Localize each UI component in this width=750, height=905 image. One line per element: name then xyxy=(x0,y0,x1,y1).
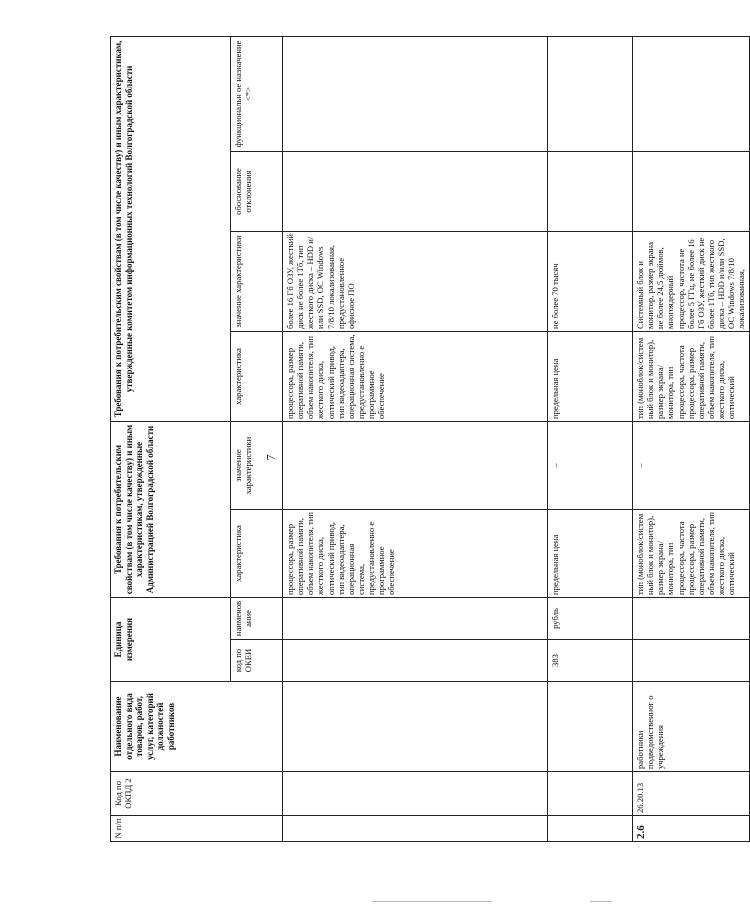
cell-a-value: – xyxy=(548,421,633,509)
header-name: Наименование отдельного вида товаров, работ, услуг, категорий должностей работников xyxy=(111,682,283,772)
cell-a-characteristic: тип (моноблок/систем ный блок и монитор), размер экрана/монитора, тип процессора, частота процессора, размер оперативной памяти, объем накопителя, тип жесткого диска, оптический xyxy=(633,510,750,598)
cell-b-value: Системный блок и монитор, размер экрана не более 24,5 дюймов, многоядерный процессор, частота не более 5 ГГц, не более 16 Гб ОЗУ, жесткий диск не более 1Тб, тип жесткого диска – HDD и/или SSD, ОС Windows 7/8/10 локализованная, xyxy=(633,231,750,331)
cell-unit-code xyxy=(283,640,548,682)
cell-a-value: – xyxy=(633,421,750,509)
cell-name xyxy=(548,682,633,772)
header-group-administration: Требования к потребительским свойствам (в том числе качеству) и иным характеристикам, утвержденные Администрацией Волгоградской области xyxy=(111,421,231,597)
footer-rule-short xyxy=(590,901,612,902)
cell-a-characteristic: процессора, размер оперативной памяти, объем накопителя, тип жесткого диска, оптический привод, тип видеоадаптера, операционная система, предустановленно е программное обеспечение xyxy=(283,510,548,598)
cell-b-value: более 16 Гб ОЗУ, жесткий диск не более 1Тб, тип жесткого диска – HDD и/или SSD, ОС Windows 7/8/10 локализованная, предустановленное офисное ПО xyxy=(283,231,548,331)
requirements-table-wrapper xyxy=(110,37,747,842)
cell-unit-name xyxy=(633,598,750,640)
cell-justification xyxy=(548,151,633,231)
header-unit-code: код по ОКЕИ xyxy=(231,640,283,682)
cell-b-characteristic: процессора, размер оперативной памяти, объем накопителя, тип жесткого диска, оптический привод, тип видеоадаптера, операционная система, предустановленно е программное обеспечение xyxy=(283,331,548,421)
cell-b-characteristic: тип (моноблок/систем ный блок и монитор), размер экрана/монитора, тип процессора, частота процессора, размер оперативной памяти, объем накопителя, тип жесткого диска, оптический xyxy=(633,331,750,421)
header-a-characteristic: характеристика xyxy=(231,510,283,598)
cell-num xyxy=(548,816,633,842)
header-row-1 xyxy=(111,36,231,841)
table-row xyxy=(633,36,750,841)
header-b-characteristic: характеристика xyxy=(231,331,283,421)
table-row xyxy=(548,36,633,841)
header-okpd: Код по ОКПД 2 xyxy=(111,772,283,816)
table-row xyxy=(283,36,548,841)
cell-unit-code: 383 xyxy=(548,640,633,682)
header-unit-name: наименов ание xyxy=(231,598,283,640)
cell-justification xyxy=(633,151,750,231)
cell-justification xyxy=(283,151,548,231)
cell-a-value xyxy=(283,421,548,509)
cell-b-value: не более 70 тысяч xyxy=(548,231,633,331)
header-function: функциональн ое назначение <*> xyxy=(231,36,283,151)
cell-function xyxy=(548,36,633,151)
cell-okpd xyxy=(548,772,633,816)
cell-a-characteristic: предельная цена xyxy=(548,510,633,598)
requirements-table xyxy=(110,36,750,842)
cell-name xyxy=(283,682,548,772)
cell-unit-code xyxy=(633,640,750,682)
cell-okpd xyxy=(283,772,548,816)
cell-num: 2.6 xyxy=(633,816,750,842)
header-num: N п/п xyxy=(111,816,283,842)
header-justification: обоснование отклонения xyxy=(231,151,283,231)
cell-okpd: 26.20.13 xyxy=(633,772,750,816)
header-b-value: значение характеристики xyxy=(231,231,283,331)
cell-b-characteristic: предельная цена xyxy=(548,331,633,421)
cell-num xyxy=(283,816,548,842)
cell-function xyxy=(633,36,750,151)
header-a-value: значение характеристики xyxy=(231,421,283,509)
page-number: 7 xyxy=(263,454,278,461)
header-group-committee: Требования к потребительским свойствам (в том числе качеству) и иным характеристикам, утвержденные комитетом информационных технологий Волгоградской области xyxy=(111,36,231,421)
footer-rule xyxy=(372,901,492,902)
cell-name: работники подведомственног о учреждения xyxy=(633,682,750,772)
cell-unit-name: рубль xyxy=(548,598,633,640)
cell-function xyxy=(283,36,548,151)
header-unit-group: Единица измерения xyxy=(111,598,231,682)
cell-unit-name xyxy=(283,598,548,640)
